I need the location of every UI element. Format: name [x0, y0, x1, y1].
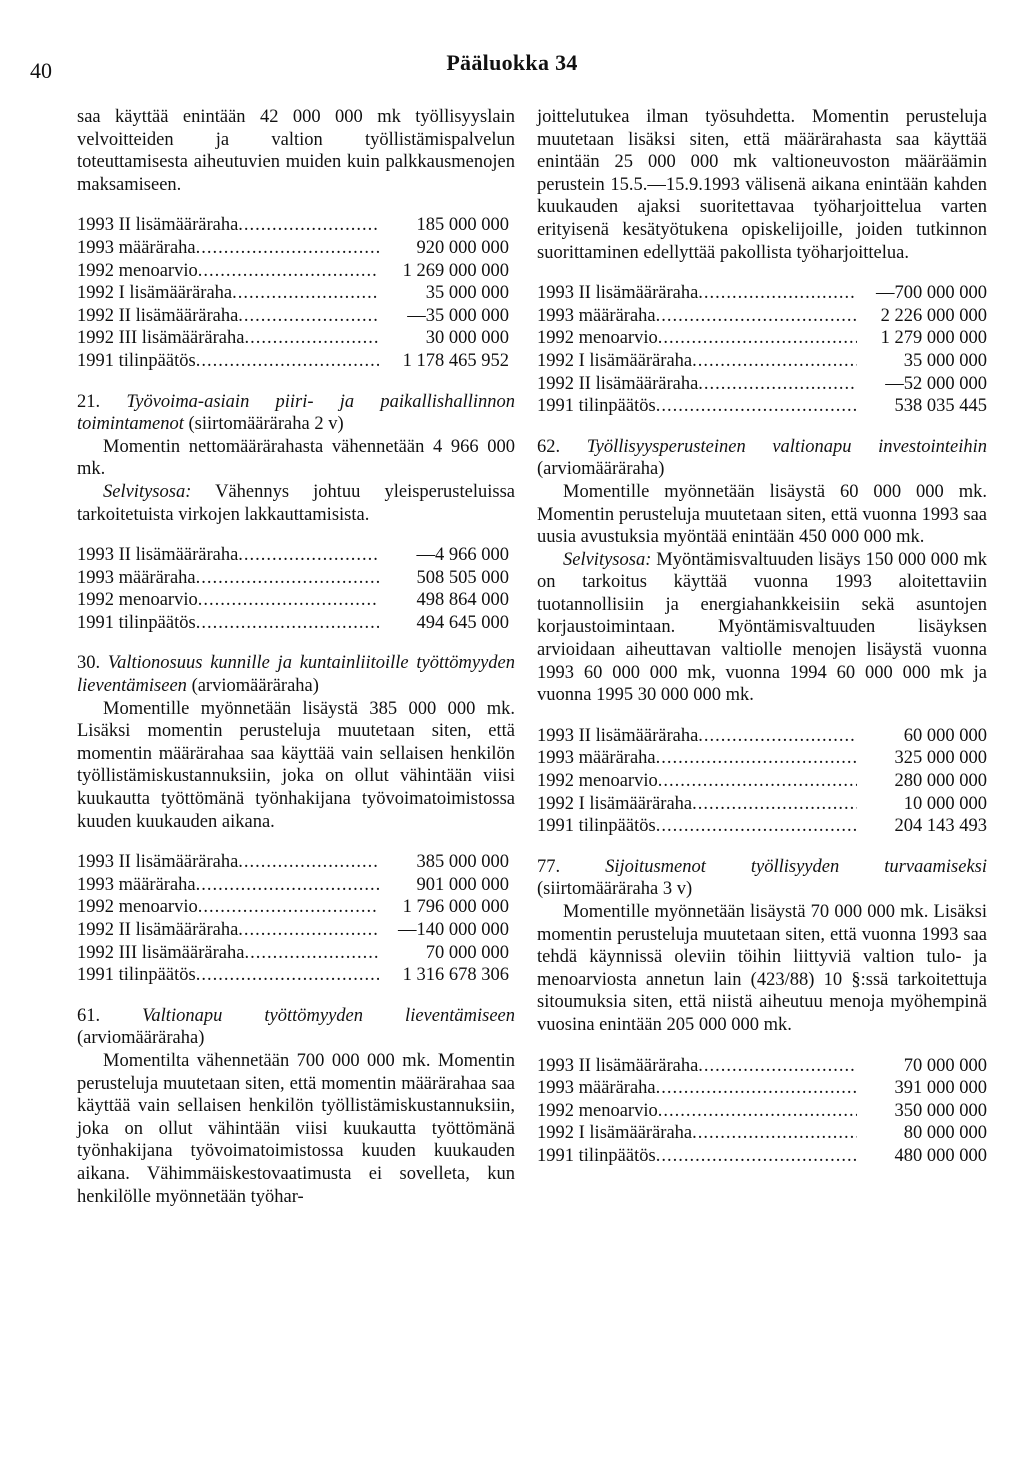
section-number: 61.	[77, 1005, 101, 1026]
dot-leader	[196, 350, 379, 373]
table-row	[77, 237, 509, 260]
section-type: (siirtomääräraha 3 v)	[537, 879, 693, 900]
row-label: 1992 I lisämääräraha	[77, 283, 233, 304]
dot-leader	[656, 1077, 857, 1100]
table-row	[77, 282, 509, 305]
row-amount: 70 000 000	[425, 942, 509, 963]
dot-leader	[698, 1055, 857, 1078]
row-label: 1992 menoarvio	[77, 590, 198, 611]
section-number: 77.	[537, 856, 561, 877]
row-label: 1992 menoarvio	[77, 897, 198, 918]
row-amount: 1 279 000 000	[880, 328, 987, 349]
row-label: 1993 II lisämääräraha	[77, 215, 239, 236]
dot-leader	[232, 282, 379, 305]
row-amount: 538 035 445	[894, 396, 987, 417]
section-21-heading	[77, 391, 515, 436]
row-label: 1993 II lisämääräraha	[77, 852, 239, 873]
table-row	[77, 874, 509, 897]
table-row	[537, 373, 987, 396]
continuation-paragraph: joittelutukea ilman työsuhdetta. Momentin perusteluja muutetaan lisäksi siten, että määrärahasta saa käyttää enintään 25 000 000 mk valtioneuvoston määräämin perustein 15.5.—15.9.1993 välisenä aikana enintään kahden kuukauden ajaksi suoritettavaa työharjoittelua varten erityisenä kesätyötukena opiskelijoille, joiden tutkinnon suorittaminen edellyttää pakollista työharjoittelua.	[537, 107, 987, 263]
dot-leader	[656, 815, 857, 838]
selvitys-label: Selvitysosa:	[563, 549, 652, 570]
section-type: (arviomääräraha)	[537, 459, 665, 480]
dot-leader	[196, 567, 379, 590]
dot-leader	[238, 544, 379, 567]
section-21-explanation	[77, 481, 515, 526]
row-label: 1991 tilinpäätös	[77, 965, 196, 986]
section-number: 62.	[537, 436, 561, 457]
budget-table-1	[77, 214, 509, 372]
section-number: 21.	[77, 391, 101, 412]
section-title: Työllisyysperusteinen valtionapu investointeihin	[586, 436, 988, 457]
dot-leader	[198, 589, 379, 612]
row-label: 1993 määräraha	[77, 874, 196, 895]
row-amount: 1 269 000 000	[402, 260, 509, 281]
dot-leader	[238, 851, 379, 874]
dot-leader	[238, 919, 379, 942]
table-row	[77, 589, 509, 612]
table-row	[537, 1145, 987, 1168]
dot-leader	[658, 1100, 857, 1123]
section-61-heading	[77, 1005, 515, 1050]
selvitys-text: Vähennys johtuu yleisperusteluissa tarkoitetuista virkojen lakkauttamisista.	[77, 481, 515, 525]
section-type: (arviomääräraha)	[191, 676, 319, 697]
dot-leader	[698, 725, 857, 748]
row-amount: 280 000 000	[894, 771, 987, 792]
row-label: 1993 II lisämääräraha	[77, 545, 239, 566]
table-row	[537, 1055, 987, 1078]
left-column	[77, 106, 515, 1208]
dot-leader	[244, 327, 379, 350]
table-row	[537, 747, 987, 770]
row-amount: —4 966 000	[416, 545, 509, 566]
dot-leader	[238, 305, 379, 328]
table-row	[77, 305, 509, 328]
table-row	[77, 896, 509, 919]
row-amount: 480 000 000	[894, 1145, 987, 1166]
row-amount: 391 000 000	[894, 1078, 987, 1099]
row-amount: 1 316 678 306	[402, 965, 509, 986]
section-77-body: Momentille myönnetään lisäystä 70 000 000 mk. Lisäksi momentin perusteluja muutetaan siten, että vuonna 1993 saa tehdä käynnissä oleviin töihin liittyviä valtion tulo- ja menoarviosta annetun lain (423/88) 10 §:ssä tarkoitettuja sitoumuksia siten, että niistä aiheutuu menoja myöhempinä vuosina enintään 205 000 000 mk.	[537, 902, 987, 1035]
dot-leader	[196, 964, 379, 987]
row-amount: 494 645 000	[416, 612, 509, 633]
row-amount: 920 000 000	[416, 237, 509, 258]
dot-leader	[692, 350, 857, 373]
row-label: 1991 tilinpäätös	[537, 396, 656, 417]
table-row	[537, 1100, 987, 1123]
table-row	[77, 544, 509, 567]
row-amount: 2 226 000 000	[880, 305, 987, 326]
row-label: 1993 II lisämääräraha	[537, 283, 699, 304]
row-label: 1992 I lisämääräraha	[537, 793, 693, 814]
table-row	[77, 327, 509, 350]
dot-leader	[692, 1122, 857, 1145]
row-amount: 498 864 000	[416, 590, 509, 611]
row-amount: 60 000 000	[903, 725, 987, 746]
dot-leader	[196, 237, 379, 260]
dot-leader	[656, 1145, 857, 1168]
table-row	[537, 327, 987, 350]
table-row	[537, 305, 987, 328]
budget-table-6	[537, 1055, 987, 1168]
selvitys-text: Myöntämisvaltuuden lisäys 150 000 000 mk on tarkoitus käyttää vuonna 1993 aloitettaviin tuotannollisiin ja energiahankkeisiin sekä asuntojen korjaustoimintaan. Myöntämisvaltuuden lisäyksen arvioidaan aiheuttavan valtiolle menojen lisäystä vuonna 1993 60 000 000 mk, vuonna 1994 60 000 000 mk ja vuonna 1995 30 000 000 mk.	[537, 549, 988, 706]
section-62-explanation	[537, 549, 987, 707]
row-amount: 204 143 493	[894, 816, 987, 837]
row-amount: 901 000 000	[416, 874, 509, 895]
row-label: 1992 I lisämääräraha	[537, 1123, 693, 1144]
dot-leader	[698, 373, 857, 396]
table-row	[537, 770, 987, 793]
budget-table-5	[537, 725, 987, 838]
table-row	[77, 567, 509, 590]
row-label: 1992 menoarvio	[77, 260, 198, 281]
row-label: 1992 III lisämääräraha	[77, 942, 245, 963]
section-title: Valtionosuus kunnille ja kuntainliitoille työttömyyden lieventämiseen	[77, 653, 516, 697]
row-amount: 10 000 000	[903, 793, 987, 814]
budget-table-2	[77, 544, 509, 634]
row-amount: 35 000 000	[425, 283, 509, 304]
row-amount: 325 000 000	[894, 748, 987, 769]
row-label: 1992 I lisämääräraha	[537, 350, 693, 371]
section-type: (arviomääräraha)	[77, 1028, 205, 1049]
row-label: 1991 tilinpäätös	[537, 816, 656, 837]
row-label: 1992 menoarvio	[537, 771, 658, 792]
table-row	[77, 964, 509, 987]
row-label: 1993 määräraha	[537, 305, 656, 326]
row-label: 1992 menoarvio	[537, 328, 658, 349]
table-row	[77, 851, 509, 874]
table-row	[537, 793, 987, 816]
table-row	[537, 350, 987, 373]
row-label: 1993 II lisämääräraha	[537, 1055, 699, 1076]
page-number: 40	[30, 58, 52, 83]
row-label: 1992 II lisämääräraha	[77, 920, 239, 940]
row-label: 1992 II lisämääräraha	[77, 305, 239, 326]
table-row	[77, 260, 509, 283]
intro-paragraph: saa käyttää enintään 42 000 000 mk työllisyyslain velvoitteiden ja valtion työllistämispalvelun toteuttamisesta aiheutuvien muiden kuin palkkausmenojen maksamiseen.	[77, 107, 515, 195]
row-label: 1992 menoarvio	[537, 1100, 658, 1121]
section-30-heading	[77, 652, 515, 697]
dot-leader	[198, 260, 379, 283]
row-amount: —52 000 000	[885, 373, 987, 394]
section-title: Työvoima-asiain piiri- ja paikallishallinnon toimintamenot	[77, 391, 516, 435]
dot-leader	[244, 942, 379, 965]
table-row	[77, 612, 509, 635]
table-row	[77, 214, 509, 237]
budget-table-3	[77, 851, 509, 987]
row-label: 1993 määräraha	[537, 748, 656, 769]
row-amount: 385 000 000	[416, 852, 509, 873]
row-amount: 70 000 000	[903, 1055, 987, 1076]
row-amount: 30 000 000	[425, 328, 509, 349]
budget-table-4	[537, 282, 987, 418]
dot-leader	[692, 793, 857, 816]
selvitys-label: Selvitysosa:	[103, 481, 192, 502]
dot-leader	[238, 214, 379, 237]
dot-leader	[658, 770, 857, 793]
row-label: 1991 tilinpäätös	[77, 350, 196, 371]
table-row	[537, 282, 987, 305]
right-column	[537, 106, 987, 1186]
dot-leader	[656, 305, 857, 328]
row-amount: 185 000 000	[416, 215, 509, 236]
row-label: 1993 II lisämääräraha	[537, 725, 699, 746]
table-row	[537, 1077, 987, 1100]
row-label: 1993 määräraha	[77, 237, 196, 258]
dot-leader	[698, 282, 857, 305]
dot-leader	[658, 327, 857, 350]
dot-leader	[196, 874, 379, 897]
row-label: 1992 II lisämääräraha	[537, 373, 699, 394]
row-amount: 508 505 000	[416, 567, 509, 588]
dot-leader	[656, 747, 857, 770]
table-row	[537, 725, 987, 748]
row-amount: 35 000 000	[903, 350, 987, 371]
table-row	[77, 942, 509, 965]
row-amount: —700 000 000	[876, 283, 987, 304]
row-label: 1991 tilinpäätös	[537, 1145, 656, 1166]
section-title: Valtionapu työttömyyden lieventämiseen	[142, 1005, 515, 1026]
dot-leader	[198, 896, 379, 919]
row-amount: 80 000 000	[903, 1123, 987, 1144]
page-title: Pääluokka 34	[446, 50, 578, 75]
dot-leader	[196, 612, 379, 635]
row-label: 1992 III lisämääräraha	[77, 328, 245, 349]
row-label: 1993 määräraha	[77, 567, 196, 588]
row-amount: —140 000 000	[398, 920, 509, 940]
section-62-body: Momentille myönnetään lisäystä 60 000 000 mk. Momentin perusteluja muutetaan siten, että vuonna 1993 saa uusia avustuksia myöntää enintään 450 000 000 mk.	[537, 481, 987, 548]
table-row	[537, 395, 987, 418]
row-amount: 1 796 000 000	[402, 897, 509, 918]
section-type: (siirtomääräraha 2 v)	[188, 414, 344, 435]
dot-leader	[656, 395, 857, 418]
section-77-heading	[537, 856, 987, 901]
section-30-body: Momentille myönnetään lisäystä 385 000 000 mk. Lisäksi momentin perusteluja muutetaan siten, että momentin määrärahaa saa käyttää vain sellaisen henkilön työllistämiskustannuksiin, joka on ollut vähintään viisi kuukautta työttömänä työnhakijana työvoimatoimistossa kuuden kuukauden aikana.	[77, 698, 515, 832]
table-row	[537, 815, 987, 838]
section-62-heading	[537, 436, 987, 481]
row-amount: —35 000 000	[407, 305, 509, 326]
section-21-body: Momentin nettomäärärahasta vähennetään 4 966 000 mk.	[77, 436, 515, 480]
row-amount: 1 178 465 952	[402, 350, 509, 371]
section-title: Sijoitusmenot työllisyyden turvaamiseksi	[605, 856, 987, 877]
table-row	[537, 1122, 987, 1145]
row-amount: 350 000 000	[894, 1100, 987, 1121]
row-label: 1991 tilinpäätös	[77, 612, 196, 633]
section-61-body: Momentilta vähennetään 700 000 000 mk. Momentin perusteluja muutetaan siten, että momentin määrärahaa saa käyttää vain sellaisen henkilön työllistämiskustannuksiin, joka on ollut vähintään viisi kuukautta työttömänä työnhakijana työvoimatoimistossa kuuden kuukauden aikana. Vähimmäiskestovaatimusta ei sovelleta, kun henkilölle myönnetään työhar-	[77, 1050, 515, 1207]
row-label: 1993 määräraha	[537, 1078, 656, 1099]
table-row	[77, 350, 509, 373]
table-row	[77, 919, 509, 942]
section-number: 30.	[77, 653, 101, 674]
